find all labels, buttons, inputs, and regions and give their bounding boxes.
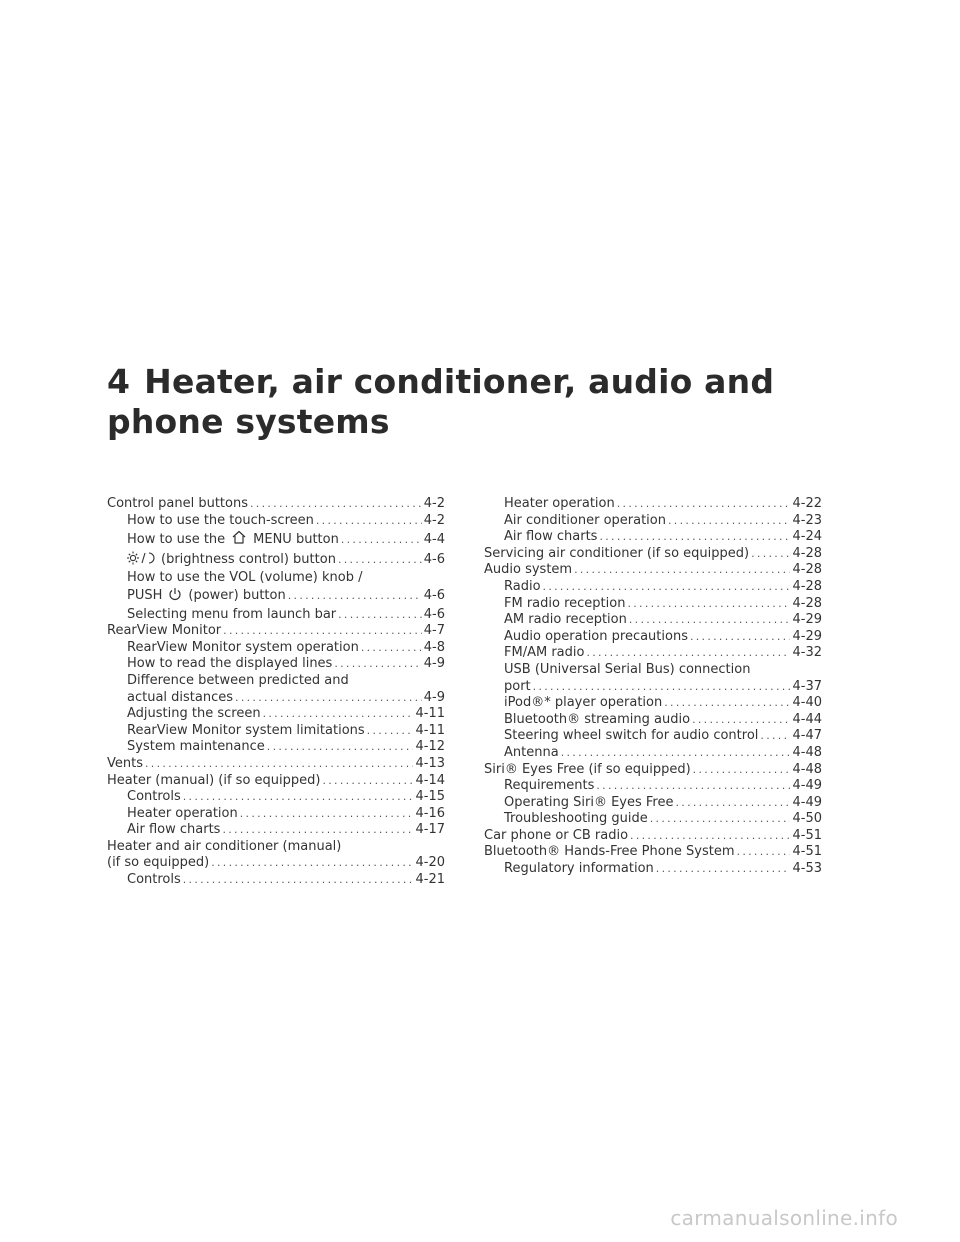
toc-leader-dots [617, 496, 791, 513]
toc-leader-dots [675, 795, 790, 812]
toc-leader-dots [316, 513, 422, 530]
toc-entry-label [127, 640, 359, 657]
toc-entry [484, 712, 822, 729]
toc-entry-page: 4-12 [415, 739, 445, 755]
toc-leader-dots [533, 679, 791, 696]
toc-entry-label [504, 513, 666, 530]
toc-entry-text: Adjusting the screen [127, 706, 261, 722]
toc-leader-dots [361, 640, 422, 657]
toc-leader-dots [693, 762, 791, 779]
toc-entry-text: (if so equipped) [107, 855, 210, 871]
toc-entry-label [504, 596, 625, 613]
toc-entry-text: Audio operation precautions [504, 628, 688, 644]
toc-leader-dots [338, 607, 422, 624]
toc-entry-text: Antenna [504, 744, 559, 760]
toc-leader-dots [250, 496, 422, 513]
toc-entry-label [127, 513, 314, 530]
toc-leader-dots [334, 656, 421, 673]
toc-leader-dots [267, 739, 414, 756]
toc-entry-label [107, 623, 221, 640]
toc-entry-page: 4-20 [415, 855, 445, 871]
toc-entry-label [504, 579, 541, 596]
toc-entry-text: Bluetooth® Hands-Free Phone System [484, 844, 735, 860]
toc-entry [484, 496, 822, 513]
toc-entry-page: 4-16 [415, 805, 445, 821]
toc-entry [107, 872, 445, 889]
toc-entry-page: 4-51 [792, 844, 822, 860]
toc-entry-text: System maintenance [127, 739, 265, 755]
toc-entry-text: (brightness control) button [161, 551, 336, 567]
toc-leader-dots [543, 579, 791, 596]
toc-entry [484, 596, 822, 613]
toc-entry [107, 570, 445, 587]
toc-entry-label [127, 570, 362, 585]
toc-entry-text: Regulatory information [504, 861, 654, 877]
toc-leader-dots [692, 712, 790, 729]
toc-entry-label [504, 712, 690, 729]
toc-entry-page: 4-4 [423, 532, 445, 548]
toc-entry-page: 4-11 [415, 706, 445, 722]
toc-entry [107, 739, 445, 756]
toc-entry [484, 861, 822, 878]
toc-entry [484, 828, 822, 845]
toc-entry-page: 4-51 [792, 827, 822, 843]
toc-leader-dots [338, 552, 422, 569]
toc-entry-label [504, 529, 597, 546]
toc-entry-text: RearView Monitor system limitations [127, 722, 365, 738]
toc-entry-label [504, 645, 584, 662]
toc-entry [484, 629, 822, 646]
toc-leader-dots [664, 695, 790, 712]
toc-entry-text: Operating Siri® Eyes Free [504, 794, 674, 810]
toc-entry-page: 4-28 [792, 578, 822, 594]
toc-leader-dots [341, 532, 422, 549]
toc-entry-text: iPod®* player operation [504, 695, 663, 711]
toc-entry-text: Control panel buttons [107, 496, 248, 511]
toc-entry-label [127, 723, 365, 740]
toc-entry-page: 4-29 [792, 612, 822, 628]
toc-entry [484, 662, 822, 679]
toc-entry-label [504, 728, 758, 745]
toc-leader-dots [760, 728, 790, 745]
toc-entry-label [127, 690, 233, 707]
toc-entry-page: 4-24 [792, 529, 822, 545]
toc-right-column [484, 496, 822, 878]
toc-leader-dots [737, 844, 791, 861]
toc-entry-label [484, 546, 749, 563]
toc-entry [107, 690, 445, 707]
toc-entry-text: FM radio reception [504, 595, 626, 611]
toc-entry [484, 795, 822, 812]
toc-entry-text: Controls [127, 872, 181, 888]
toc-leader-dots [183, 789, 414, 806]
toc-entry-label [504, 695, 662, 712]
toc-entry [484, 612, 822, 629]
toc-entry [107, 789, 445, 806]
toc-entry-label [107, 756, 143, 773]
toc-entry-text: Audio system [484, 562, 573, 578]
toc-entry-label [504, 496, 615, 513]
toc-entry [107, 607, 445, 624]
toc-left-column [107, 496, 445, 889]
toc-entry-page: 4-50 [792, 811, 822, 827]
toc-entry [484, 728, 822, 745]
toc-entry [484, 762, 822, 779]
toc-entry [107, 773, 445, 790]
toc-entry-text: Heater (manual) (if so equipped) [107, 772, 321, 788]
toc-leader-dots [574, 562, 790, 579]
toc-entry [484, 695, 822, 712]
toc-entry-label [484, 828, 628, 845]
toc-entry [107, 839, 445, 856]
toc-entry-label [484, 844, 735, 861]
toc-entry-text: AM radio reception [504, 612, 627, 628]
toc-leader-dots [561, 745, 791, 762]
toc-entry [484, 778, 822, 795]
toc-entry-text: Heater and air conditioner (manual) [107, 838, 342, 854]
toc-entry-page: 4-28 [792, 545, 822, 561]
toc-entry [107, 513, 445, 530]
toc-entry-text: Heater operation [504, 496, 615, 511]
toc-leader-dots [367, 723, 414, 740]
toc-entry-label [127, 607, 336, 624]
toc-entry-label [127, 739, 265, 756]
toc-entry-text: Siri® Eyes Free (if so equipped) [484, 761, 691, 777]
toc-entry-page: 4-17 [415, 822, 445, 838]
toc-entry-page: 4-40 [792, 695, 822, 711]
toc-entry-text: Air flow charts [127, 822, 221, 838]
toc-leader-dots [596, 778, 790, 795]
toc-entry-text: Car phone or CB radio [484, 827, 629, 843]
toc-entry-text: Difference between predicted and [127, 672, 349, 688]
toc-entry-label [107, 855, 209, 872]
toc-entry [484, 529, 822, 546]
toc-entry-page: 4-21 [415, 872, 445, 888]
toc-entry-page: 4-48 [792, 744, 822, 760]
toc-leader-dots [288, 588, 422, 605]
toc-entry [484, 513, 822, 530]
toc-entry [484, 562, 822, 579]
toc-entry [484, 811, 822, 828]
toc-entry-label [127, 872, 181, 889]
toc-entry [107, 855, 445, 872]
toc-entry-text: USB (Universal Serial Bus) connection [504, 661, 751, 677]
toc-entry [484, 679, 822, 696]
toc-leader-dots [222, 822, 413, 839]
toc-entry-page: 4-28 [792, 595, 822, 611]
toc-entry-text: Requirements [504, 778, 595, 794]
chapter-title [107, 362, 867, 442]
toc-entry-label [107, 773, 320, 790]
toc-leader-dots [599, 529, 790, 546]
toc-entry-page: 4-37 [792, 678, 822, 694]
toc-entry-text: Servicing air conditioner (if so equipped) [484, 545, 750, 561]
toc-entry-page: 4-44 [792, 711, 822, 727]
toc-entry [107, 529, 445, 551]
brightness-icon [127, 551, 155, 571]
toc-entry-text: How to use the touch-screen [127, 512, 314, 528]
toc-entry [107, 587, 445, 607]
toc-entry-page: 4-23 [792, 512, 822, 528]
toc-leader-dots [145, 756, 413, 773]
toc-entry-page: 4-22 [792, 496, 822, 511]
toc-entry [484, 579, 822, 596]
toc-entry [484, 745, 822, 762]
toc-entry-label [107, 839, 341, 854]
toc-entry-page: 4-2 [423, 496, 445, 511]
toc-entry-text: (power) button [188, 587, 286, 603]
toc-entry-text: MENU button [253, 532, 339, 548]
toc-entry-page: 4-2 [423, 512, 445, 528]
toc-leader-dots [240, 806, 414, 823]
toc-entry-page: 4-14 [415, 772, 445, 788]
toc-entry-page: 4-13 [415, 755, 445, 771]
toc-entry [107, 673, 445, 690]
toc-entry-label [504, 679, 531, 696]
toc-leader-dots [263, 706, 414, 723]
toc-entry-page: 4-15 [415, 789, 445, 805]
toc-entry [107, 640, 445, 657]
toc-entry-page: 4-53 [792, 861, 822, 877]
toc-entry [107, 551, 445, 571]
toc-entry-label [484, 762, 691, 779]
toc-entry [107, 656, 445, 673]
toc-entry-page: 4-28 [792, 562, 822, 578]
toc-leader-dots [629, 612, 791, 629]
watermark: carmanualsonline.info [670, 1206, 898, 1230]
toc-entry-label-prefix: How to use the [127, 532, 226, 548]
toc-entry-label [504, 662, 750, 677]
toc-entry-label [127, 551, 336, 571]
toc-leader-dots [211, 855, 413, 872]
toc-entry-page: 4-6 [423, 551, 445, 567]
toc-entry-text: actual distances [127, 689, 234, 705]
toc-entry-label [504, 629, 688, 646]
toc-entry-page: 4-6 [423, 587, 445, 603]
toc-entry-text: Radio [504, 578, 541, 594]
toc-entry-label [504, 861, 654, 878]
toc-entry-text: How to read the displayed lines [127, 656, 333, 672]
toc-entry-page: 4-32 [792, 645, 822, 661]
toc-entry [484, 645, 822, 662]
toc-entry-label [127, 587, 286, 607]
toc-leader-dots [235, 690, 422, 707]
chapter-title-line-1: Heater, air conditioner, audio and [144, 362, 775, 401]
toc-entry-text: Troubleshooting guide [504, 811, 648, 827]
toc-entry-label [504, 811, 648, 828]
toc-entry-text: Air conditioner operation [504, 512, 666, 528]
toc-leader-dots [627, 596, 790, 613]
toc-entry-label [127, 789, 181, 806]
toc-entry-page: 4-49 [792, 794, 822, 810]
toc-leader-dots [223, 623, 422, 640]
toc-entry-label [127, 806, 238, 823]
toc-entry-label [484, 562, 572, 579]
toc-entry-label [127, 822, 220, 839]
toc-entry-text: FM/AM radio [504, 645, 585, 661]
home-icon [231, 529, 247, 551]
toc-entry-page: 4-9 [423, 689, 445, 705]
toc-entry-label [127, 529, 339, 551]
toc-entry-page: 4-47 [792, 728, 822, 744]
toc-entry-text: Vents [107, 755, 143, 771]
toc-entry [484, 844, 822, 861]
toc-entry-text: Selecting menu from launch bar [127, 606, 337, 622]
toc-leader-dots [668, 513, 791, 530]
toc-entry [484, 546, 822, 563]
toc-entry [107, 723, 445, 740]
toc-leader-dots [322, 773, 413, 790]
toc-leader-dots [586, 645, 790, 662]
toc-entry-label [107, 496, 248, 513]
toc-entry-text: Heater operation [127, 805, 238, 821]
toc-leader-dots [183, 872, 414, 889]
toc-leader-dots [656, 861, 791, 878]
toc-entry-page: 4-8 [423, 639, 445, 655]
toc-entry [107, 623, 445, 640]
toc-entry-page: 4-9 [423, 656, 445, 672]
toc-entry-label [127, 656, 332, 673]
toc-entry [107, 822, 445, 839]
toc-entry-page: 4-7 [423, 623, 445, 639]
toc-entry [107, 496, 445, 513]
toc-entry [107, 756, 445, 773]
toc-entry-text: RearView Monitor [107, 623, 222, 639]
toc-entry-page: 4-48 [792, 761, 822, 777]
toc-entry-text: RearView Monitor system operation [127, 639, 359, 655]
chapter-title-line-2: phone systems [107, 402, 390, 441]
toc-entry-label [504, 795, 673, 812]
toc-entry-text: Controls [127, 789, 181, 805]
toc-entry-text: port [504, 678, 531, 694]
toc-entry-label [504, 745, 559, 762]
toc-entry-label [504, 778, 594, 795]
toc-leader-dots [690, 629, 791, 646]
toc-entry [107, 706, 445, 723]
toc-entry-text: Steering wheel switch for audio control [504, 728, 759, 744]
toc-entry-page: 4-11 [415, 722, 445, 738]
toc-entry-label [504, 612, 627, 629]
toc-entry-page: 4-6 [423, 606, 445, 622]
toc-leader-dots [650, 811, 791, 828]
toc-entry-text: How to use the VOL (volume) knob / [127, 570, 363, 586]
toc-leader-dots [751, 546, 790, 563]
toc-entry [107, 806, 445, 823]
chapter-number: 4 [107, 362, 131, 401]
toc-entry-label [127, 673, 349, 688]
toc-entry-text: Bluetooth® streaming audio [504, 711, 691, 727]
toc-entry-text: Air flow charts [504, 529, 598, 545]
power-icon [168, 587, 182, 607]
toc-entry-label-prefix: PUSH [127, 587, 163, 603]
toc-leader-dots [630, 828, 790, 845]
toc-entry-page: 4-29 [792, 628, 822, 644]
toc-entry-label [127, 706, 261, 723]
toc-entry-page: 4-49 [792, 778, 822, 794]
